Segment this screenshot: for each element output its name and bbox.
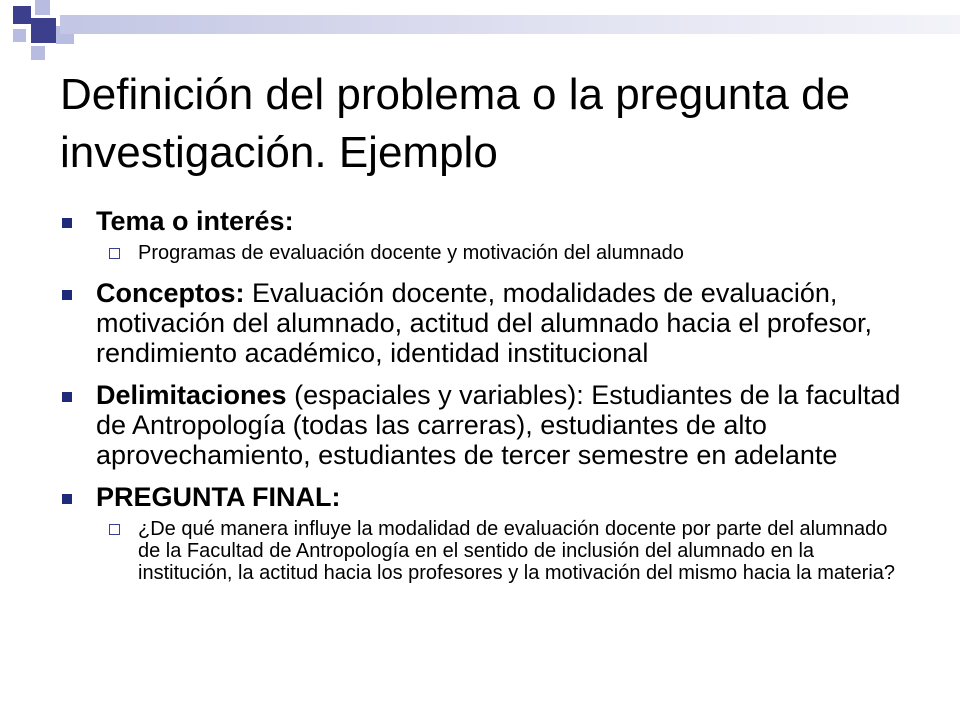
list-item: [60, 482, 910, 512]
hollow-square-bullet-icon: [109, 524, 120, 535]
sub-list-item: [60, 518, 910, 584]
square-bullet-icon: [62, 290, 72, 300]
item-text: Evaluación docente, modalidades de evaluación, motivación del alumnado, actitud del alumnado hacia el profesor, rendimiento académico, identidad institucional: [96, 278, 872, 368]
list-item: [60, 206, 910, 236]
decor-square: [31, 18, 56, 43]
square-bullet-icon: [62, 494, 72, 504]
decor-square: [35, 0, 50, 15]
decor-square: [13, 6, 31, 24]
sub-item-text: Programas de evaluación docente y motivación del alumnado: [138, 242, 684, 264]
hollow-square-bullet-icon: [109, 248, 120, 259]
sub-list-item: [60, 242, 910, 264]
decor-square: [13, 29, 26, 42]
item-text: (espaciales y variables): Estudiantes de la facultad de Antropología (todas las carreras), estudiantes de alto aprovechamiento, estudiantes de tercer semestre en adelante: [96, 380, 901, 470]
decor-square: [31, 46, 45, 60]
slide-title: Definición del problema o la pregunta de investigación. Ejemplo: [60, 70, 851, 177]
sub-item-text: ¿De qué manera influye la modalidad de evaluación docente por parte del alumnado de la Facultad de Antropología en el sentido de inclusión del alumnado en la institución, la actitud hacia los profesores y la motivación del mismo hacia la materia?: [138, 518, 896, 584]
item-label: Conceptos:: [96, 278, 245, 308]
list-item: [60, 380, 910, 470]
header-bar: [60, 15, 960, 34]
square-bullet-icon: [62, 392, 72, 402]
item-label: PREGUNTA FINAL:: [96, 482, 341, 512]
list-item: [60, 278, 910, 368]
item-label: Delimitaciones: [96, 380, 287, 410]
item-label: Tema o interés:: [96, 206, 294, 236]
square-bullet-icon: [62, 218, 72, 228]
bullet-list: [60, 206, 910, 598]
